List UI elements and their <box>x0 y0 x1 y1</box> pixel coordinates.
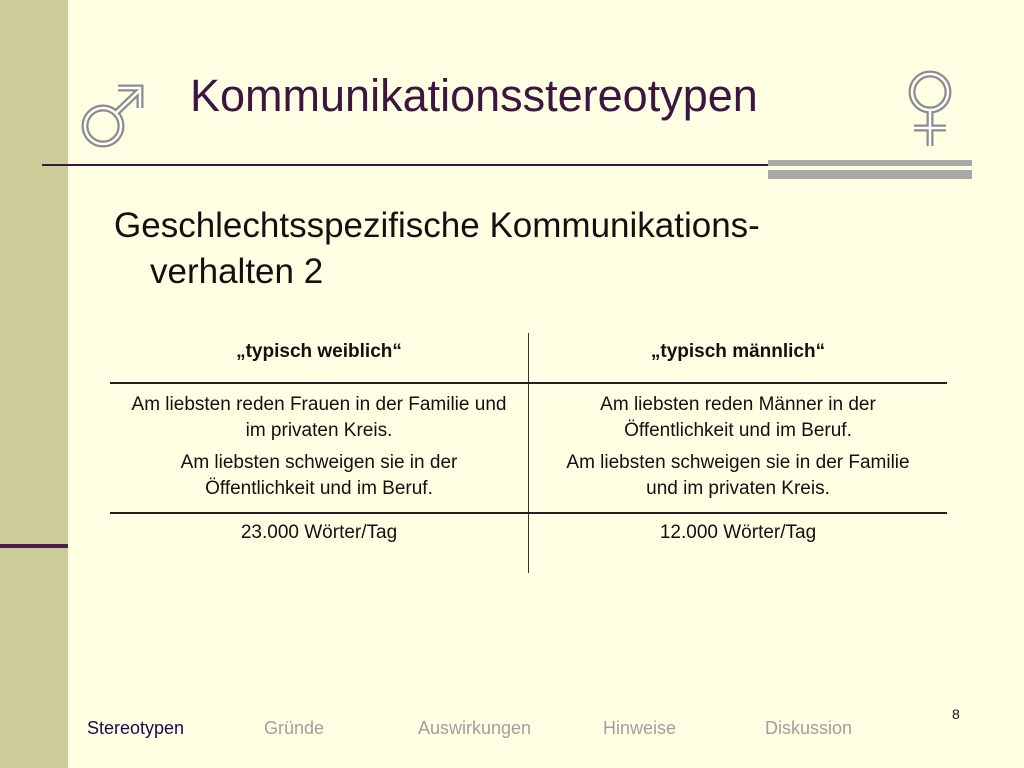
words-male: 12.000 Wörter/Tag <box>659 522 817 543</box>
header-female: „typisch weiblich“ <box>110 333 529 383</box>
cell-text: Am liebsten reden Frauen in der Familie und im privaten Kreis. <box>131 394 507 441</box>
gray-accent-bar <box>768 160 972 166</box>
cell-text: Am liebsten schweigen sie in der Öffentlichkeit und im Beruf. <box>180 452 458 499</box>
subtitle-line-2: verhalten 2 <box>150 252 324 291</box>
header-male: „typisch männlich“ <box>529 333 948 383</box>
page-number: 8 <box>952 706 960 722</box>
table-cell <box>529 383 948 513</box>
nav-hinweise[interactable]: Hinweise <box>603 718 677 738</box>
table-header-row <box>110 333 947 383</box>
left-accent-line <box>0 544 68 548</box>
slide-subtitle <box>114 203 874 295</box>
cell-text: Am liebsten schweigen sie in der Familie und im privaten Kreis. <box>566 452 910 499</box>
cell-text: Am liebsten reden Männer in der Öffentlichkeit und im Beruf. <box>600 394 876 441</box>
comparison-table <box>110 333 947 573</box>
gray-accent-bar-lower <box>768 170 972 179</box>
female-symbol-icon <box>900 66 960 150</box>
table-row <box>110 383 947 513</box>
slide-title: Kommunikationsstereotypen <box>190 70 758 121</box>
table-cell <box>110 383 529 513</box>
nav-gruende[interactable]: Gründe <box>264 718 325 738</box>
nav-auswirkungen[interactable]: Auswirkungen <box>418 718 532 738</box>
left-decorative-band <box>0 0 68 768</box>
nav-diskussion[interactable]: Diskussion <box>765 718 853 738</box>
nav-stereotypen[interactable]: Stereotypen <box>87 718 185 738</box>
words-female: 23.000 Wörter/Tag <box>110 513 529 573</box>
male-symbol-icon <box>78 78 148 152</box>
footer-nav <box>0 718 1024 742</box>
subtitle-line-1: Geschlechtsspezifische Kommunikations- <box>114 206 760 245</box>
table-row <box>110 513 947 573</box>
